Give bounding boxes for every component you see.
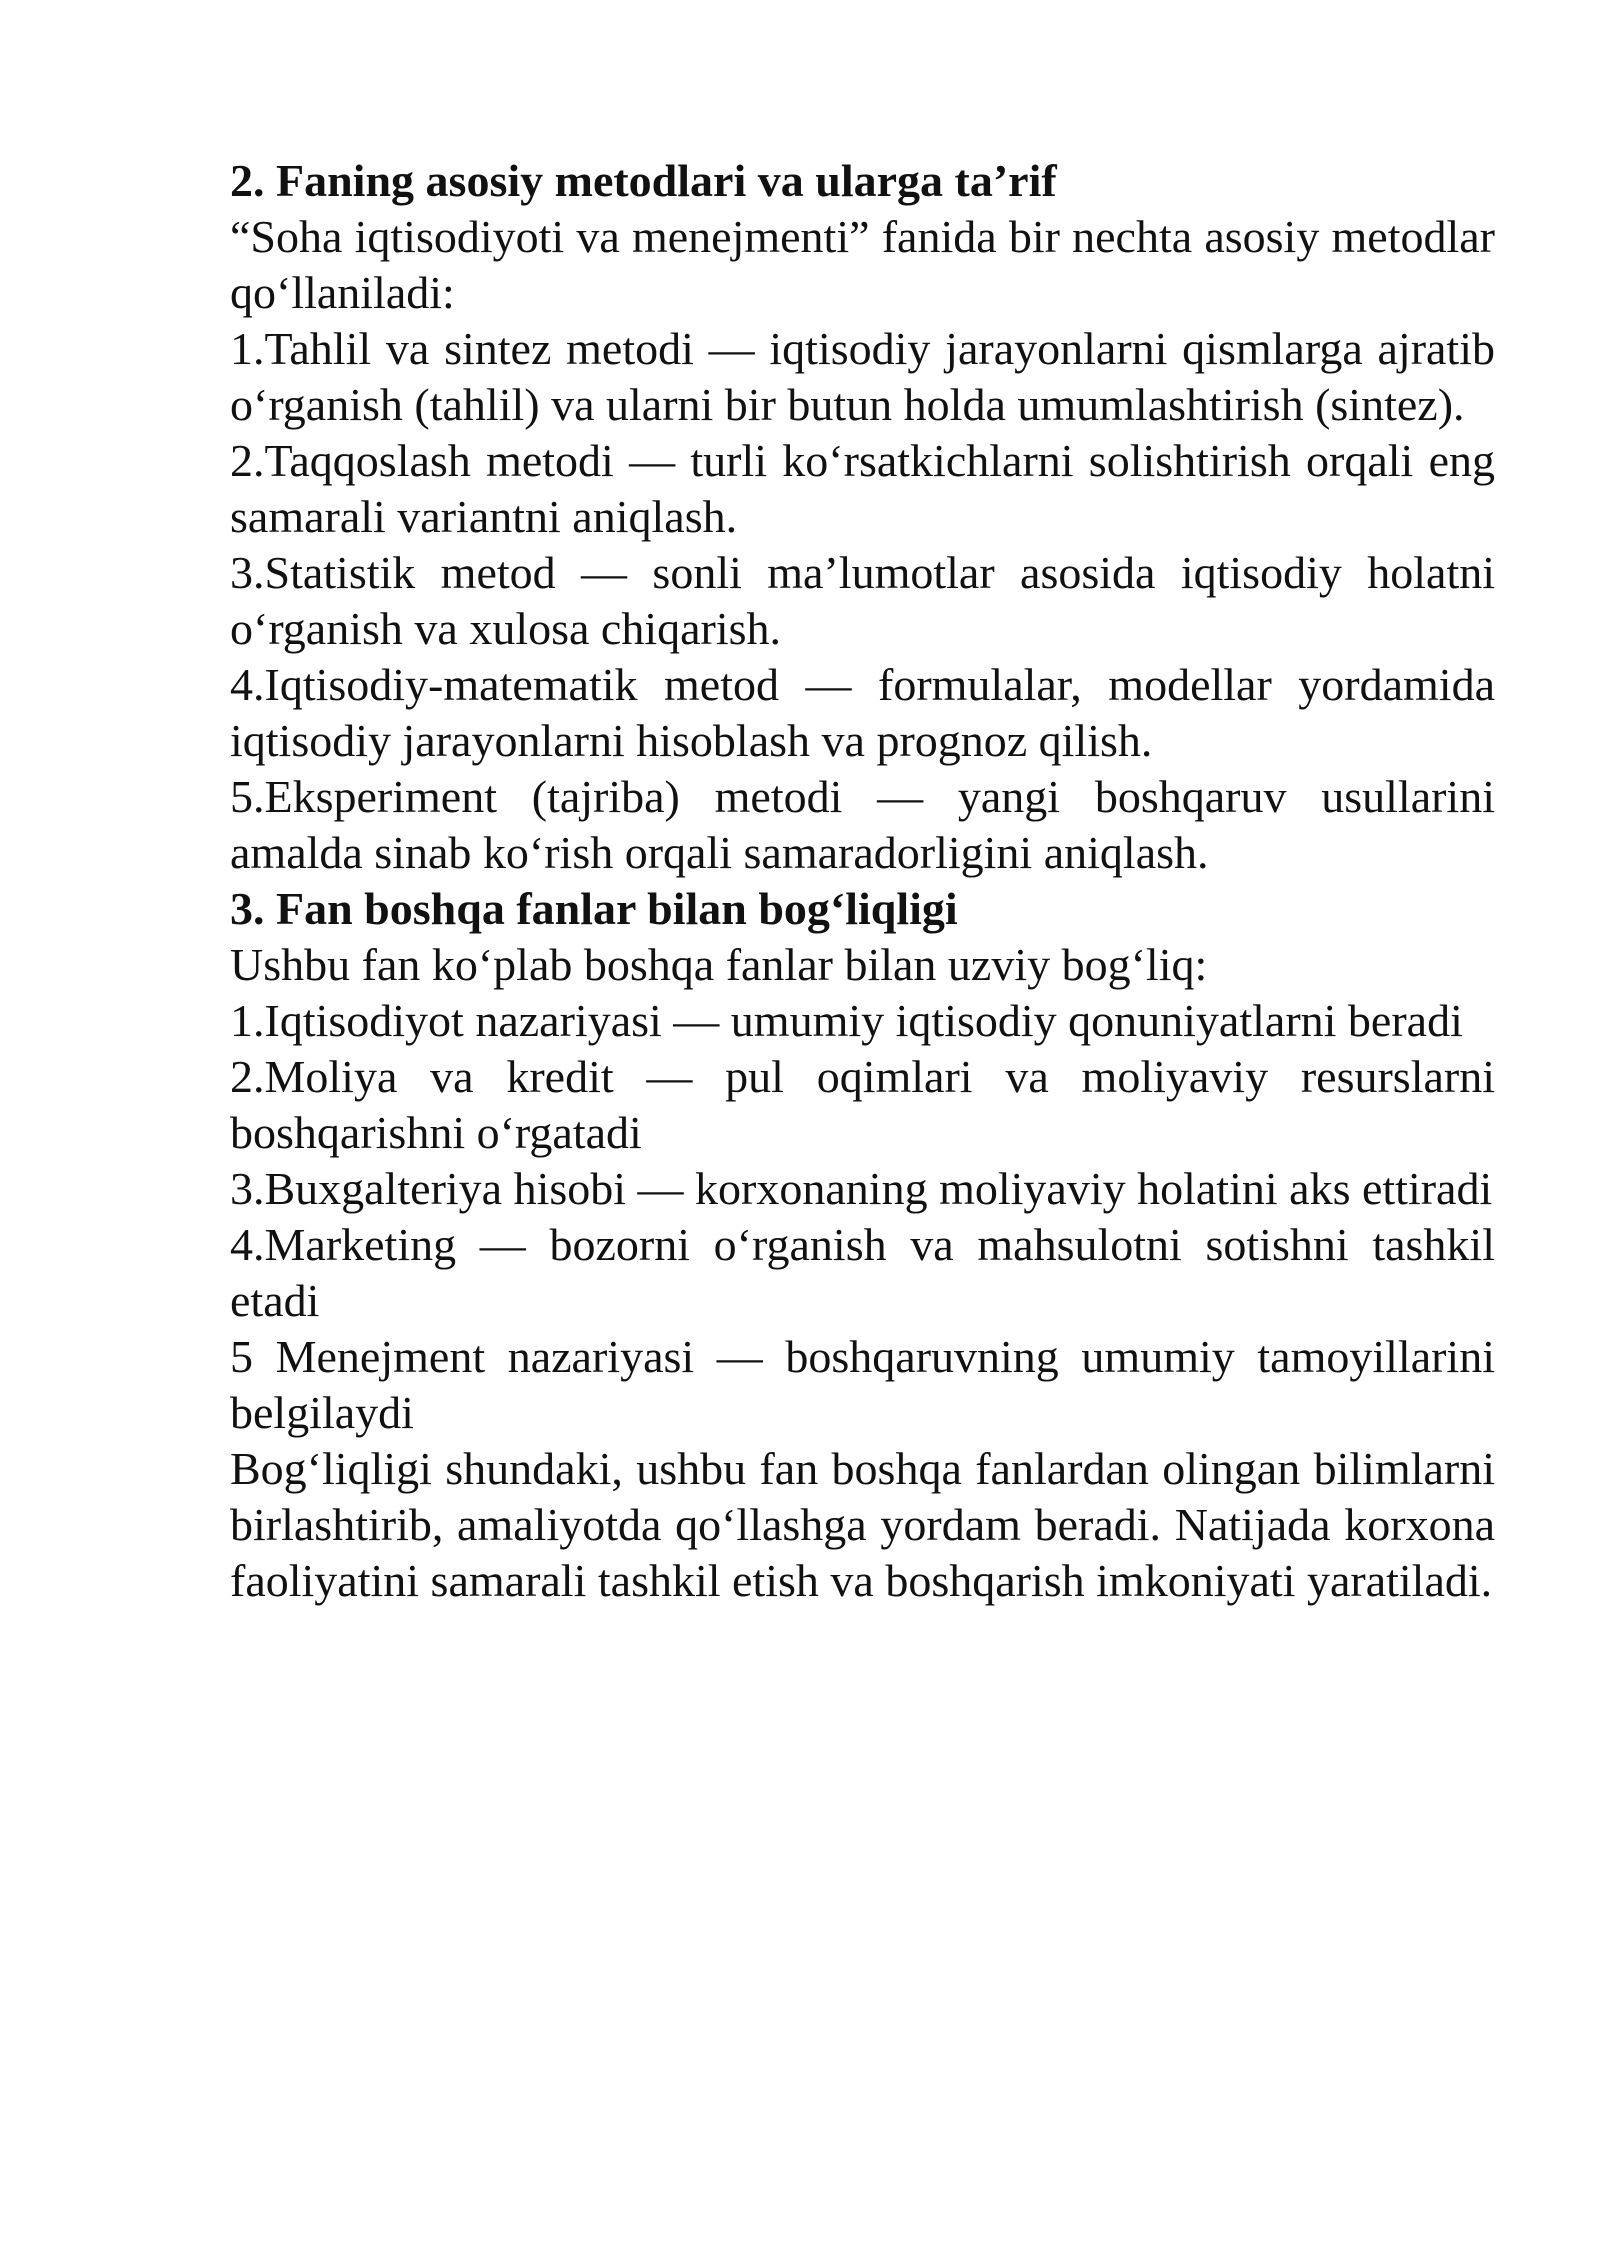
section-3-conclusion: Bog‘liqligi shundaki, ushbu fan boshqa fanlardan olingan bilimlarni birlashtirib, amaliyotda qo‘llashga yordam beradi. Natijada korxona faoliyatini samarali tashkil etish va boshqarish imkoniyati yaratiladi. bbox=[230, 1443, 1495, 1606]
method-item-2: 2.Taqqoslash metodi — turli ko‘rsatkichlarni solishtirish orqali eng samarali variantni aniqlash. bbox=[230, 435, 1495, 542]
document-page bbox=[230, 153, 1495, 1609]
method-item-3: 3.Statistik metod — sonli ma’lumotlar asosida iqtisodiy holatni o‘rganish va xulosa chiqarish. bbox=[230, 547, 1495, 654]
section-3-heading: 3. Fan boshqa fanlar bilan bog‘liqligi bbox=[230, 883, 958, 934]
related-field-item-5: 5 Menejment nazariyasi — boshqaruvning umumiy tamoyillarini belgilaydi bbox=[230, 1331, 1495, 1438]
section-2-heading: 2. Faning asosiy metodlari va ularga ta’rif bbox=[230, 155, 1057, 206]
related-field-item-2: 2.Moliya va kredit — pul oqimlari va moliyaviy resurslarni boshqarishni o‘rgatadi bbox=[230, 1051, 1495, 1158]
section-3-intro: Ushbu fan ko‘plab boshqa fanlar bilan uzviy bog‘liq: bbox=[230, 939, 1208, 990]
related-field-item-4: 4.Marketing — bozorni o‘rganish va mahsulotni sotishni tashkil etadi bbox=[230, 1219, 1495, 1326]
method-item-5: 5.Eksperiment (tajriba) metodi — yangi boshqaruv usullarini amalda sinab ko‘rish orqali samaradorligini aniqlash. bbox=[230, 771, 1495, 878]
related-field-item-3: 3.Buxgalteriya hisobi — korxonaning moliyaviy holatini aks ettiradi bbox=[230, 1163, 1493, 1214]
section-2-intro: “Soha iqtisodiyoti va menejmenti” fanida bir nechta asosiy metodlar qo‘llaniladi: bbox=[230, 211, 1495, 318]
method-item-4: 4.Iqtisodiy-matematik metod — formulalar, modellar yordamida iqtisodiy jarayonlarni hisoblash va prognoz qilish. bbox=[230, 659, 1495, 766]
related-field-item-1: 1.Iqtisodiyot nazariyasi — umumiy iqtisodiy qonuniyatlarni beradi bbox=[230, 995, 1463, 1046]
method-item-1: 1.Tahlil va sintez metodi — iqtisodiy jarayonlarni qismlarga ajratib o‘rganish (tahlil) va ularni bir butun holda umumlashtirish (sintez). bbox=[230, 323, 1495, 430]
